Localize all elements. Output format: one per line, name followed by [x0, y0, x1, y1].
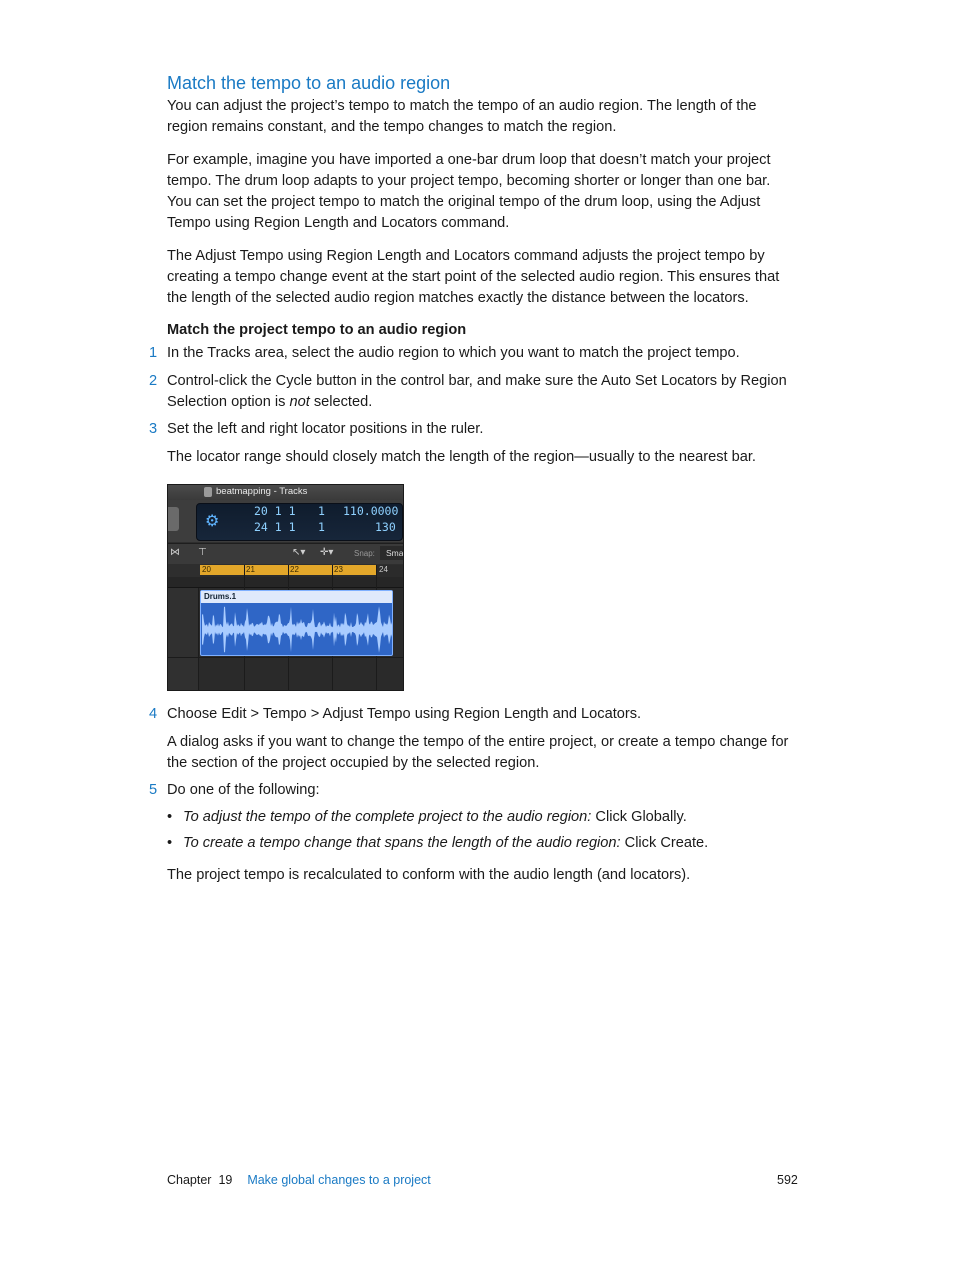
lcd-tempo-end: 130 — [375, 520, 396, 534]
step-number: 3 — [149, 421, 158, 437]
page-number: 592 — [777, 1173, 798, 1187]
step-number: 1 — [149, 345, 158, 361]
ruler-label: 23 — [334, 565, 343, 574]
footer-chapter-label: Chapter — [167, 1173, 212, 1187]
command-paragraph: The Adjust Tempo using Region Length and Locators command adjusts the project tempo by creating a tempo change event at the start point of the selected audio region. This ensures that the length of the selected audio region matches exactly the distance between the locators. — [167, 248, 780, 306]
step-text: Set the left and right locator positions in the ruler. — [167, 421, 484, 437]
step-number: 2 — [149, 373, 158, 389]
intro-paragraph: You can adjust the project’s tempo to match the tempo of an audio region. The length of the region remains constant, and the tempo changes to match the region. — [167, 98, 757, 135]
bullet-lead: To adjust the tempo of the complete project to the audio region: — [183, 809, 592, 825]
example-paragraph: For example, imagine you have imported a one-bar drum loop that doesn’t match your project tempo. The drum loop adapts to your project tempo, becoming shorter or longer than one bar. You can set the project tempo to match the original tempo of the drum loop, using the Adjust Tempo using Region Length and Locators command. — [167, 152, 771, 231]
snap-menu[interactable]: Sma — [380, 546, 404, 560]
step-text: Do one of the following: — [167, 782, 320, 798]
emphasis-not: not — [289, 393, 310, 410]
track-divider — [168, 657, 404, 658]
step-text: Choose Edit > Tempo > Adjust Tempo using Region Length and Locators. — [167, 706, 642, 722]
lcd-right-ticks: 1 — [318, 520, 325, 534]
step-3-note: The locator range should closely match the length of the region—usually to the nearest bar. — [167, 449, 756, 465]
lcd-tempo: 110.0000 — [343, 504, 399, 518]
bullet-icon: • — [167, 835, 173, 851]
crosshair-tool-icon[interactable]: ✛▾ — [320, 547, 334, 558]
step-text: Control-click the Cycle button in the control bar, and make sure the Auto Set Locators by Region Selection option is not selected. — [167, 373, 787, 410]
ruler-label: 20 — [202, 565, 211, 574]
flex-icon[interactable]: ⊤ — [198, 547, 207, 558]
step-number: 5 — [149, 782, 158, 798]
task-heading: Match the project tempo to an audio region — [167, 322, 467, 338]
window-title: beatmapping - Tracks — [216, 486, 308, 497]
ruler-label: 21 — [246, 565, 255, 574]
audio-region[interactable] — [200, 590, 393, 656]
bullet-icon: • — [167, 809, 173, 825]
lcd-left-ticks: 1 — [318, 504, 325, 518]
lcd-right-locator: 24 1 1 — [254, 520, 296, 534]
gear-icon[interactable]: ⚙ — [205, 513, 220, 530]
ruler-label: 22 — [290, 565, 299, 574]
track-header[interactable] — [168, 588, 199, 691]
section-heading: Match the tempo to an audio region — [167, 73, 451, 93]
tracks-toolbar — [168, 543, 404, 564]
control-bar-button[interactable] — [168, 507, 179, 531]
snap-label: Snap: — [354, 549, 375, 558]
waveform — [202, 604, 392, 655]
catch-icon[interactable]: ⋈ — [170, 547, 180, 558]
lock-icon — [204, 487, 212, 497]
region-name: Drums.1 — [204, 592, 237, 601]
tracks-area-screenshot — [167, 484, 404, 691]
footer-chapter — [167, 1173, 431, 1187]
window-titlebar — [168, 485, 404, 500]
bullet-lead: To create a tempo change that spans the length of the audio region: — [183, 835, 621, 851]
pointer-tool-icon[interactable]: ↖▾ — [292, 547, 306, 558]
step-number: 4 — [149, 706, 158, 722]
ruler-ticks — [168, 577, 404, 588]
ruler-label: 24 — [379, 565, 388, 574]
lcd-left-locator: 20 1 1 — [254, 504, 296, 518]
closing-paragraph: The project tempo is recalculated to conform with the audio length (and locators). — [167, 867, 691, 883]
step-4-note: A dialog asks if you want to change the tempo of the entire project, or create a tempo change for the section of the project occupied by the selected region. — [167, 734, 789, 771]
footer-chapter-title[interactable]: Make global changes to a project — [247, 1173, 431, 1187]
footer-chapter-number: 19 — [218, 1173, 233, 1187]
step-text: In the Tracks area, select the audio region to which you want to match the project tempo. — [167, 345, 740, 361]
